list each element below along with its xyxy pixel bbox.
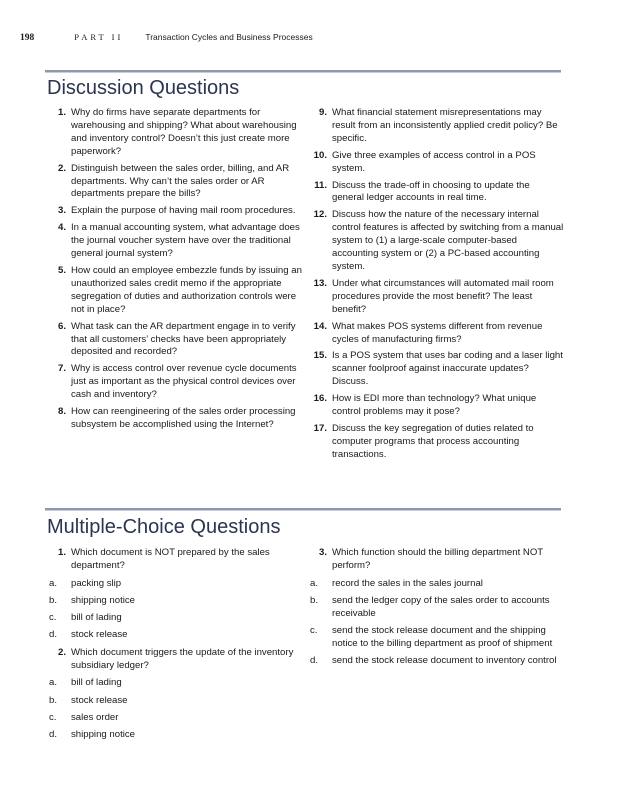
question-number: 16. <box>313 393 327 405</box>
question-text: What task can the AR department engage in to verify that all customers’ checks have been appropriately deposited and recorded? <box>71 320 296 358</box>
mc-list-right <box>310 547 564 668</box>
discussion-question <box>310 107 564 146</box>
option-letter: d. <box>49 629 58 641</box>
mc-list-left <box>49 547 303 742</box>
question-text: Is a POS system that uses bar coding and a laser light scanner foolproof against inaccurate updates? Discuss. <box>332 350 563 388</box>
question-text: Distinguish between the sales order, billing, and AR departments. Why can’t the sales order or AR departments prepare the bills? <box>71 162 290 200</box>
discussion-question <box>310 150 564 176</box>
option-letter: d. <box>49 729 58 741</box>
question-number: 2. <box>57 162 66 174</box>
mc-option <box>49 729 303 742</box>
option-letter: b. <box>310 595 319 607</box>
question-number: 9. <box>318 107 327 118</box>
option-text: stock release <box>71 694 128 706</box>
option-text: send the stock release document and the shipping notice to the billing department as proof of shipment <box>332 625 553 650</box>
page-number: 198 <box>20 33 35 43</box>
question-text: Discuss how the nature of the necessary internal control features is affected by switching from a manual system to (1) a large-scale computer-based accounting system or (2) a PC-based accounting system. <box>332 209 564 272</box>
option-letter: c. <box>310 625 318 637</box>
discussion-question <box>310 393 564 419</box>
question-number: 6. <box>57 320 66 332</box>
question-text: Why do firms have separate departments for warehousing and shipping? What about warehousing and inventory control? Doesn’t this just create more paperwork? <box>71 107 297 157</box>
question-number: 17. <box>313 422 327 434</box>
question-text: Explain the purpose of having mail room procedures. <box>71 205 296 217</box>
question-number: 15. <box>313 350 327 362</box>
option-letter: c. <box>49 711 57 723</box>
mc-option <box>310 655 564 668</box>
question-text: How can reengineering of the sales order processing subsystem be accomplished using the Internet? <box>71 406 296 430</box>
discussion-question <box>49 163 303 202</box>
question-text: Why is access control over revenue cycle documents just as important as the physical control devices over cash and inventory? <box>71 363 297 401</box>
option-letter: b. <box>49 595 58 607</box>
option-letter: b. <box>49 694 58 706</box>
option-text: stock release <box>71 629 128 641</box>
option-text: send the stock release document to inventory control <box>332 655 557 667</box>
discussion-question <box>49 265 303 317</box>
question-number: 8. <box>57 406 66 418</box>
discussion-question <box>49 321 303 360</box>
question-number: 14. <box>313 320 327 332</box>
discussion-question <box>310 180 564 206</box>
question-number: 12. <box>313 209 327 221</box>
discussion-question <box>49 222 303 261</box>
question-text: Discuss the trade-off in choosing to update the general ledger accounts in real time. <box>332 179 530 204</box>
question-text: What makes POS systems different from revenue cycles of manufacturing firms? <box>332 320 543 345</box>
option-letter: c. <box>49 612 57 624</box>
question-number: 2. <box>57 646 66 658</box>
mc-option <box>310 595 564 621</box>
discussion-list-right <box>310 107 564 462</box>
mc-question <box>49 547 303 642</box>
mc-option <box>49 612 303 625</box>
discussion-question <box>310 350 564 389</box>
discussion-question <box>310 209 564 274</box>
mc-question <box>310 547 564 668</box>
discussion-title: Discussion Questions <box>47 77 240 99</box>
mc-stem <box>49 547 303 573</box>
running-head <box>20 32 313 43</box>
discussion-question <box>49 107 303 159</box>
mc-stem <box>310 547 564 573</box>
question-text: Under what circumstances will automated mail room procedures provide the most benefit? The least benefit? <box>332 277 554 315</box>
option-text: send the ledger copy of the sales order to accounts receivable <box>332 595 550 619</box>
discussion-col-right <box>310 107 564 466</box>
question-text: In a manual accounting system, what advantage does the journal voucher system have over the traditional general journal system? <box>71 222 300 260</box>
option-text: sales order <box>71 711 119 723</box>
mc-option <box>49 578 303 591</box>
option-text: record the sales in the sales journal <box>332 577 483 589</box>
discussion-question <box>49 205 303 218</box>
discussion-col-left <box>49 107 303 436</box>
question-text: How could an employee embezzle funds by issuing an unauthorized sales credit memo if the appropriate segregation of duties and authorization controls were not in place? <box>71 264 302 315</box>
discussion-question <box>49 363 303 402</box>
option-letter: a. <box>310 577 319 589</box>
question-number: 3. <box>57 205 66 217</box>
discussion-question <box>49 406 303 432</box>
question-text: How is EDI more than technology? What unique control problems may it pose? <box>332 393 537 418</box>
mc-option <box>49 629 303 642</box>
mc-option <box>310 578 564 591</box>
discussion-question <box>310 423 564 462</box>
question-number: 11. <box>314 179 327 191</box>
question-text: What financial statement misrepresentations may result from an inconsistently applied credit policy? Be specific. <box>332 107 558 144</box>
chapter-title: Transaction Cycles and Business Processes <box>145 32 313 42</box>
question-number: 10. <box>313 149 327 161</box>
mc-question <box>49 647 303 742</box>
question-number: 1. <box>57 547 66 558</box>
section-rule-discussion <box>45 70 561 73</box>
option-text: shipping notice <box>71 729 136 741</box>
mc-option <box>310 625 564 651</box>
mc-option <box>49 712 303 725</box>
question-number: 3. <box>318 547 327 558</box>
option-text: bill of lading <box>71 677 122 689</box>
discussion-question <box>310 321 564 347</box>
question-number: 4. <box>57 222 66 234</box>
section-rule-mc <box>45 508 561 511</box>
discussion-question <box>310 278 564 317</box>
question-number: 13. <box>313 277 327 289</box>
question-number: 7. <box>57 363 66 375</box>
question-text: Which document triggers the update of the inventory subsidiary ledger? <box>71 646 294 671</box>
option-letter: a. <box>49 677 58 689</box>
question-number: 5. <box>57 264 66 276</box>
option-text: shipping notice <box>71 595 136 607</box>
mc-col-right <box>310 547 564 672</box>
mc-option <box>49 677 303 690</box>
mc-col-left <box>49 547 303 746</box>
option-letter: d. <box>310 655 319 667</box>
mc-option <box>49 695 303 708</box>
part-label: PART II <box>74 32 124 42</box>
option-text: bill of lading <box>71 612 122 624</box>
question-text: Give three examples of access control in a POS system. <box>332 149 536 174</box>
mc-option <box>49 595 303 608</box>
option-text: packing slip <box>71 577 122 589</box>
question-text: Which document is NOT prepared by the sales department? <box>71 547 270 571</box>
question-number: 1. <box>57 107 66 118</box>
question-text: Discuss the key segregation of duties related to computer programs that process accounting transactions. <box>332 422 534 460</box>
question-text: Which function should the billing department NOT perform? <box>332 547 543 571</box>
mc-title: Multiple-Choice Questions <box>47 516 281 538</box>
discussion-list-left <box>49 107 303 432</box>
option-letter: a. <box>49 577 58 589</box>
mc-stem <box>49 647 303 673</box>
